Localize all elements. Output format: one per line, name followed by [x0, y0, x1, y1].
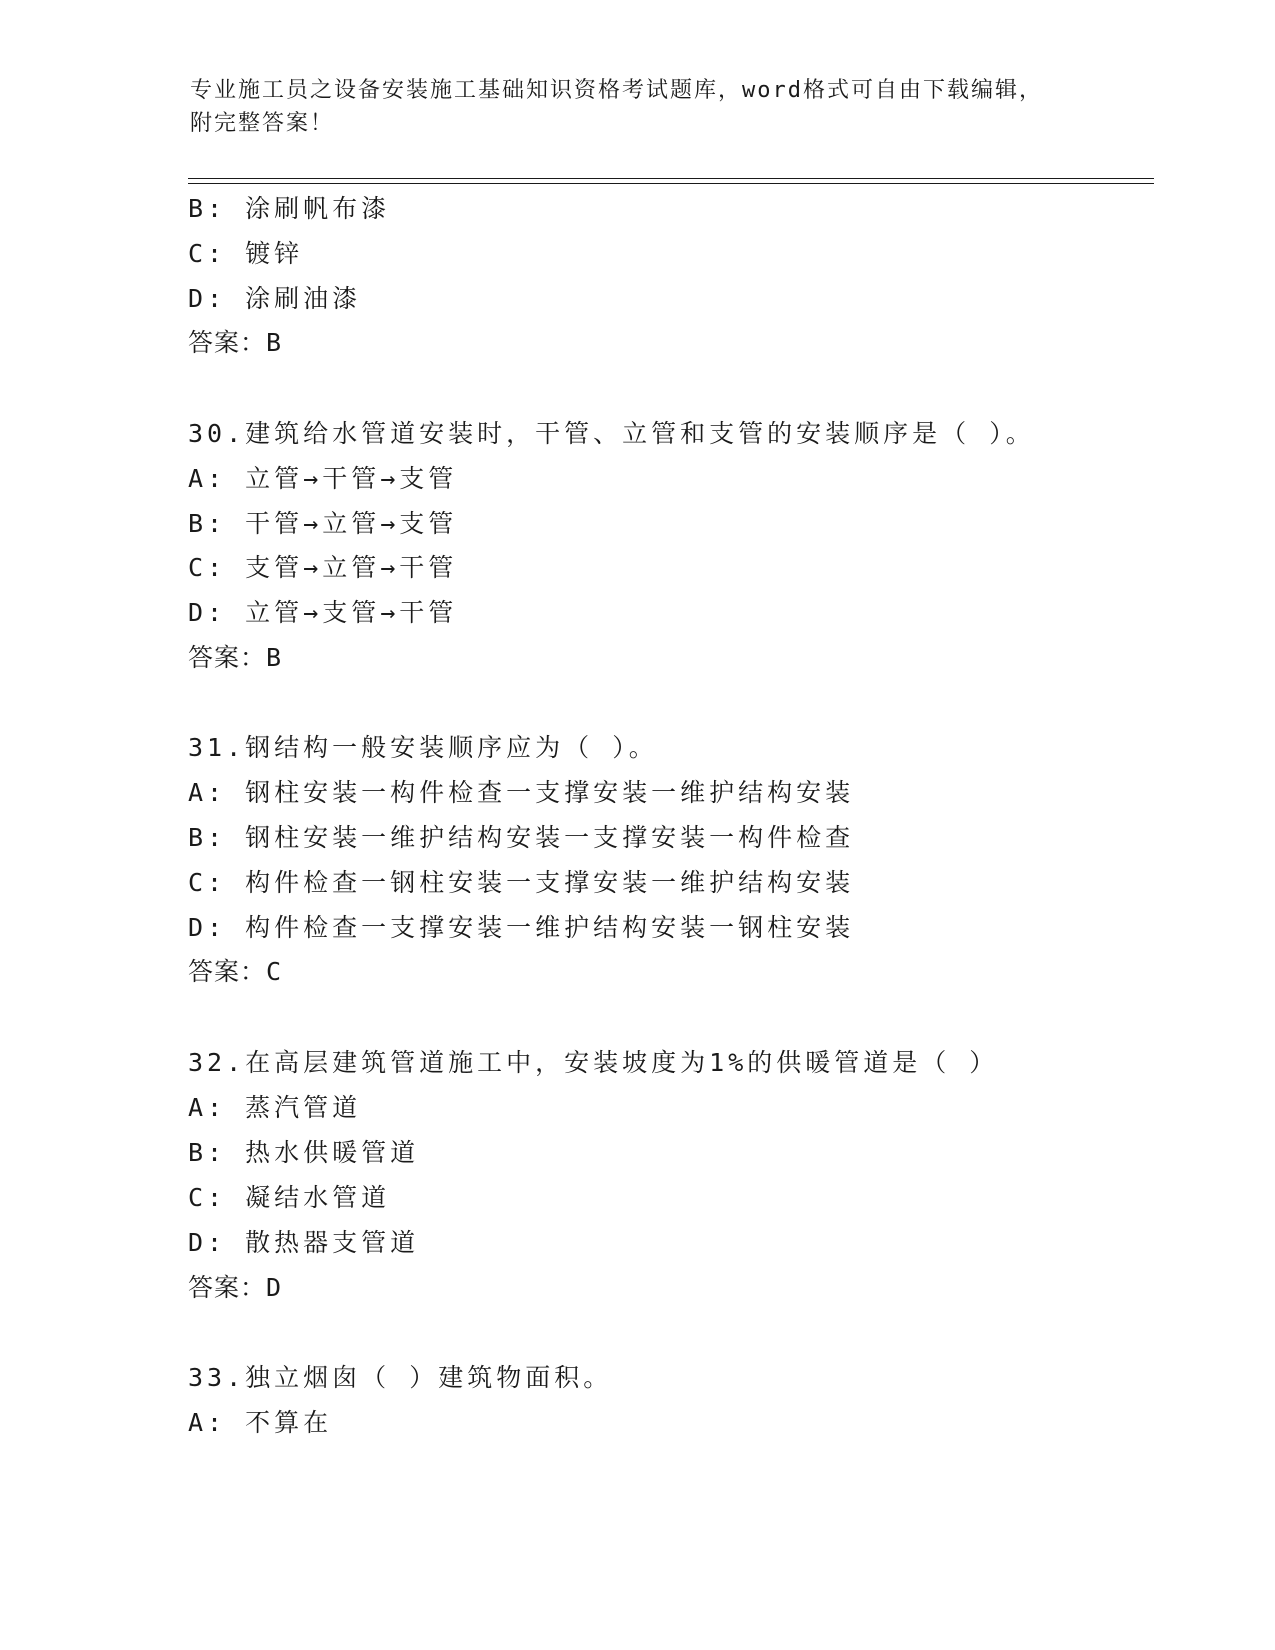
option-b: B: 涂刷帆布漆 — [188, 194, 391, 223]
option-b: B: 热水供暖管道 — [188, 1138, 420, 1167]
option-a: A: 不算在 — [188, 1408, 333, 1437]
header-divider — [188, 178, 1154, 184]
option-c: C: 凝结水管道 — [188, 1183, 391, 1212]
header-line-2: 附完整答案！ — [190, 111, 335, 136]
option-a: A: 立管→干管→支管 — [188, 464, 458, 493]
option-b: B: 钢柱安装一维护结构安装一支撑安装一构件检查 — [188, 823, 855, 852]
answer: 答案：C — [188, 957, 283, 986]
answer: 答案：D — [188, 1273, 283, 1302]
option-c: C: 镀锌 — [188, 239, 304, 268]
option-c: C: 支管→立管→干管 — [188, 553, 458, 582]
option-b: B: 干管→立管→支管 — [188, 509, 458, 538]
question-33: 33.独立烟囱（ ）建筑物面积。 — [188, 1363, 613, 1392]
answer: 答案：B — [188, 328, 283, 357]
answer: 答案：B — [188, 643, 283, 672]
option-c: C: 构件检查一钢柱安装一支撑安装一维护结构安装 — [188, 868, 855, 897]
option-d: D: 立管→支管→干管 — [188, 598, 458, 627]
question-32: 32.在高层建筑管道施工中，安装坡度为1%的供暖管道是（ ） — [188, 1048, 999, 1077]
header-line-1: 专业施工员之设备安装施工基础知识资格考试题库，word格式可自由下载编辑， — [190, 78, 1043, 103]
question-31: 31.钢结构一般安装顺序应为（ ）。 — [188, 733, 658, 762]
question-30: 30.建筑给水管道安装时，干管、立管和支管的安装顺序是（ ）。 — [188, 419, 1035, 448]
option-d: D: 散热器支管道 — [188, 1228, 420, 1257]
option-a: A: 钢柱安装一构件检查一支撑安装一维护结构安装 — [188, 778, 855, 807]
option-d: D: 构件检查一支撑安装一维护结构安装一钢柱安装 — [188, 913, 855, 942]
page-header — [190, 74, 1090, 140]
option-d: D: 涂刷油漆 — [188, 284, 362, 313]
option-a: A: 蒸汽管道 — [188, 1093, 362, 1122]
